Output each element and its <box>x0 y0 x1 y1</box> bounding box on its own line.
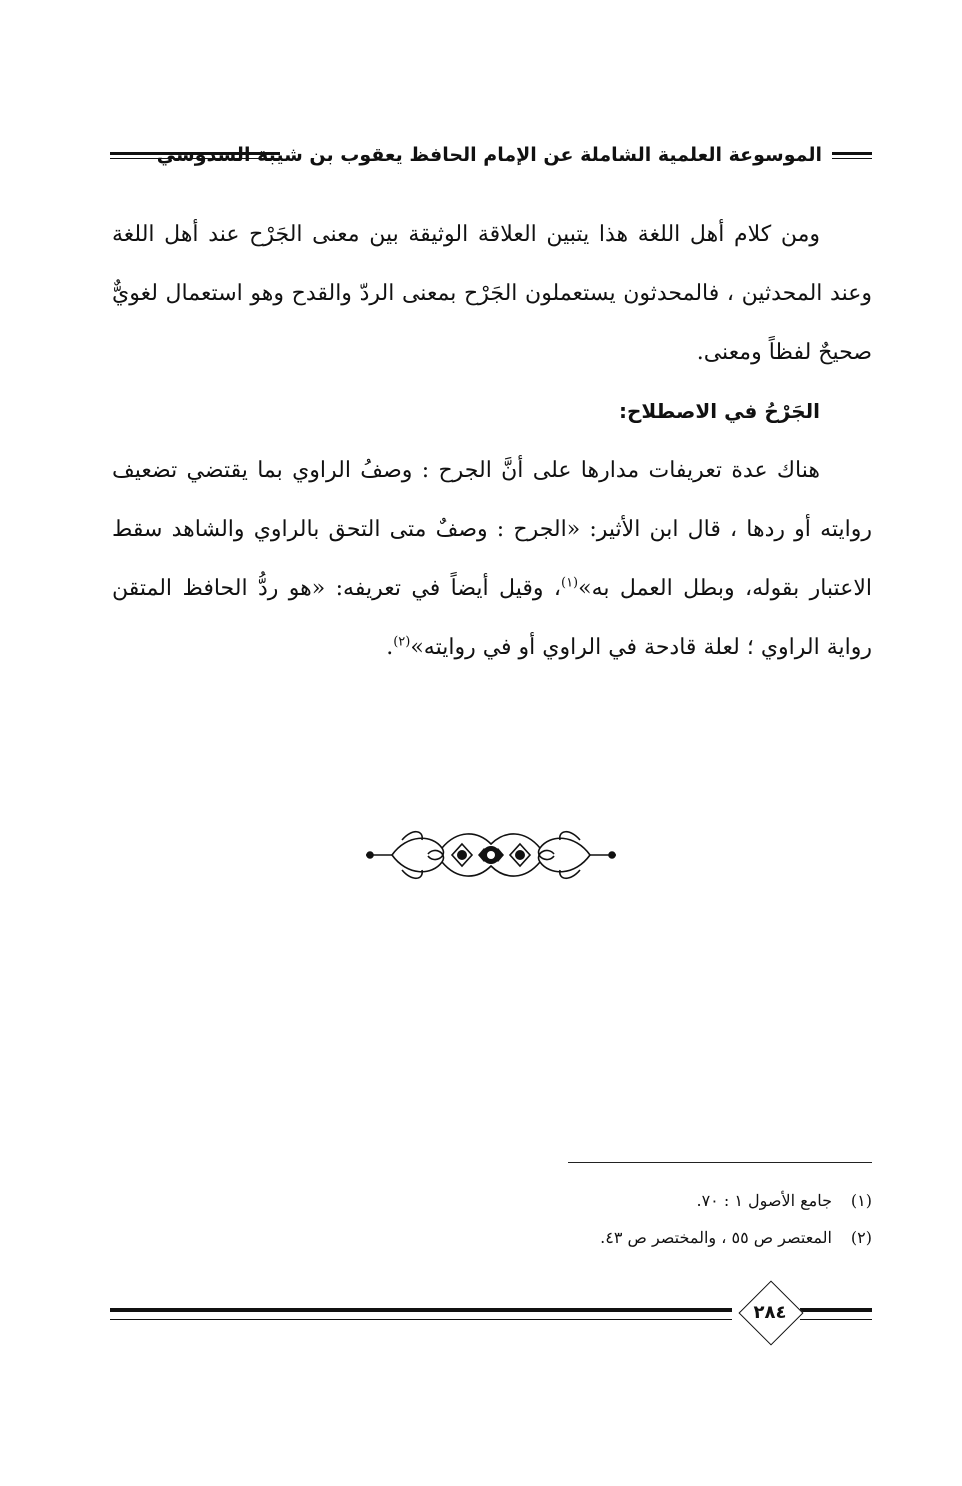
header-title: الموسوعة العلمية الشاملة عن الإمام الحافظ يعقوب بن شيبة السدوسي <box>156 144 822 166</box>
header-rule-left <box>110 152 280 159</box>
footnote-1-text: جامع الأصول ١ : ٧٠. <box>696 1191 832 1210</box>
page-number: ٢٨٤ <box>753 1302 787 1323</box>
footnote-ref-1[interactable]: (١) <box>560 575 579 591</box>
page-footer <box>110 1284 872 1354</box>
section-heading: الجَرْحُ في الاصطلاح: <box>618 399 820 423</box>
paragraph-2 <box>112 441 872 677</box>
footnote-1 <box>440 1182 872 1219</box>
main-text <box>112 205 872 677</box>
paragraph-2-end: . <box>386 635 394 660</box>
footnote-separator <box>568 1162 872 1163</box>
footnote-2-number: (٢) <box>850 1228 872 1247</box>
footer-rule-left <box>110 1308 732 1320</box>
footnote-1-number: (١) <box>850 1191 872 1210</box>
footnote-2-text: المعتصر ص ٥٥ ، والمختصر ص ٤٣. <box>600 1228 832 1247</box>
paragraph-2-part-1: هناك عدة تعريفات مدارها على أنَّ الجرح : وصفُ الراوي بما يقتضي تضعيف روايته أو ردها ، قال ابن الأثير: «الجرح : وصفٌ متى التحق بالراوي والشاهد سقط الاعتبار بقوله، وبطل العمل به» <box>112 458 872 601</box>
paragraph-1: ومن كلام أهل اللغة هذا يتبين العلاقة الوثيقة بين معنى الجَرْح عند أهل اللغة وعند المحدثين ، فالمحدثون يستعملون الجَرْح بمعنى الردّ والقدح وهو استعمال لغويٌّ صحيحٌ لفظاً ومعنى. <box>112 222 872 365</box>
paragraph-2-part-2: ، وقيل أيضاً في تعريفه: «هو ردُّ الحافظ المتقن رواية الراوي ؛ لعلة قادحة في الراوي أو في روايته» <box>112 576 872 660</box>
footnote-2 <box>440 1219 872 1256</box>
footnote-ref-2[interactable]: (٢) <box>393 634 411 650</box>
page-header <box>110 140 872 170</box>
header-rule-right <box>832 152 872 159</box>
footnotes <box>440 1182 872 1256</box>
ornament-divider-icon <box>362 826 620 884</box>
footer-rule-right <box>800 1308 872 1320</box>
